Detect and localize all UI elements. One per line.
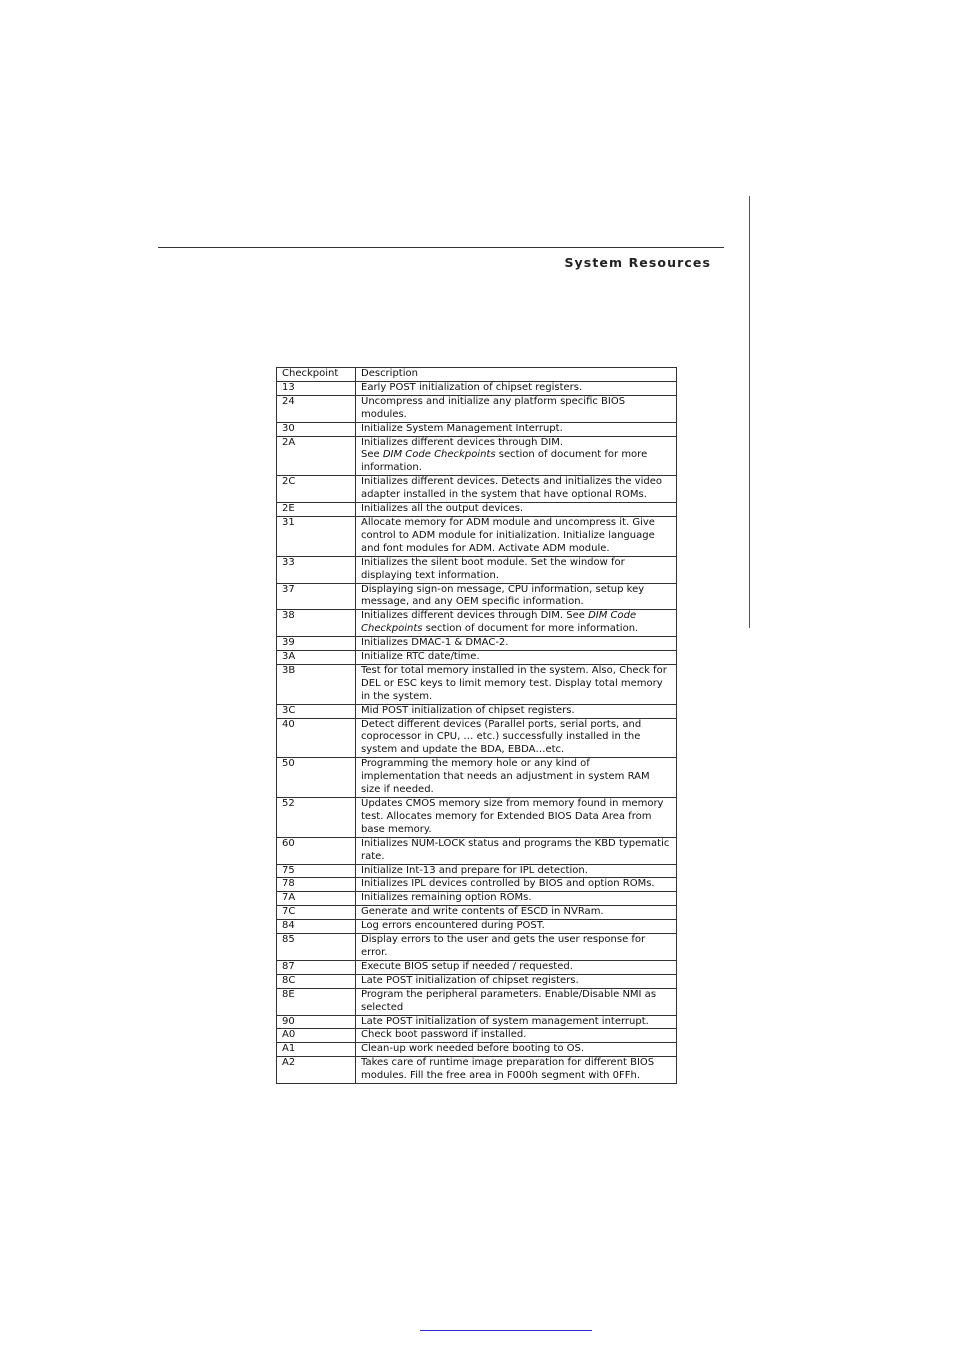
description-text: Late POST initialization of chipset registers. [361,974,579,986]
checkpoint-description [356,637,677,651]
checkpoint-code: 84 [277,920,356,934]
header-rule [158,247,724,248]
description-text: Early POST initialization of chipset registers. [361,381,583,393]
checkpoint-description [356,436,677,476]
column-header-description: Description [356,368,677,382]
checkpoint-description [356,837,677,864]
table-row [277,436,677,476]
checkpoint-code: 7A [277,892,356,906]
table-row [277,583,677,610]
description-text: Programming the memory hole or any kind of implementation that needs an adjustment in system RAM size if needed. [361,758,650,796]
table-row [277,476,677,503]
checkpoint-code: 75 [277,864,356,878]
checkpoint-description [356,892,677,906]
table-row [277,651,677,665]
description-text: Displaying sign-on message, CPU information, setup key message, and any OEM specific information. [361,583,645,608]
checkpoint-code: 2A [277,436,356,476]
checkpoint-description [356,758,677,798]
table-row [277,704,677,718]
description-text: Test for total memory installed in the system. Also, Check for DEL or ESC keys to limit memory test. Display total memory in the system. [361,664,667,702]
description-text: Allocate memory for ADM module and uncompress it. Give control to ADM module for initialization. Initialize language and font modules for ADM. Activate ADM module. [361,516,655,554]
checkpoint-code: A2 [277,1057,356,1084]
checkpoint-code: 3C [277,704,356,718]
table-row [277,1043,677,1057]
checkpoint-code: 60 [277,837,356,864]
checkpoint-code: 24 [277,395,356,422]
table-row [277,610,677,637]
description-text: Log errors encountered during POST. [361,920,545,932]
checkpoint-description [356,381,677,395]
checkpoint-description [356,395,677,422]
checkpoint-description [356,1043,677,1057]
checkpoint-description [356,864,677,878]
description-text: Detect different devices (Parallel ports, serial ports, and coprocessor in CPU, … etc.) successfully installed in the system and update the BDA, EBDA…etc. [361,718,642,756]
checkpoint-code: 52 [277,798,356,838]
checkpoint-description [356,422,677,436]
table-row [277,988,677,1015]
checkpoint-description [356,503,677,517]
table-row [277,637,677,651]
checkpoint-description [356,664,677,704]
checkpoint-code: 40 [277,718,356,758]
checkpoint-code: 13 [277,381,356,395]
checkpoint-description [356,704,677,718]
checkpoint-code: 50 [277,758,356,798]
checkpoint-description [356,718,677,758]
description-text: Initializes IPL devices controlled by BIOS and option ROMs. [361,878,655,890]
description-text: Initialize Int-13 and prepare for IPL detection. [361,864,588,876]
description-text: Initializes all the output devices. [361,503,524,515]
description-text: Check boot password if installed. [361,1029,527,1041]
checkpoint-description [356,798,677,838]
table-row [277,974,677,988]
section-title: System Resources [564,255,711,270]
description-text: Clean-up work needed before booting to OS. [361,1043,585,1055]
description-reference: DIM Code Checkpoints [361,610,637,635]
checkpoint-description [356,960,677,974]
checkpoint-description [356,476,677,503]
checkpoint-description [356,1057,677,1084]
checkpoint-code: 2C [277,476,356,503]
checkpoint-code: 90 [277,1015,356,1029]
table-row [277,934,677,961]
description-text: Uncompress and initialize any platform specific BIOS modules. [361,395,626,420]
checkpoint-code: 2E [277,503,356,517]
table-row [277,920,677,934]
checkpoint-description [356,651,677,665]
table-row [277,1057,677,1084]
description-text: Initializes different devices through DIM. See [361,610,589,622]
table-row [277,664,677,704]
table-row [277,422,677,436]
description-text: Initializes different devices. Detects and initializes the video adapter installed in the system that have optional ROMs. [361,476,663,501]
table-row [277,906,677,920]
checkpoint-code: 31 [277,516,356,556]
footer-link-underline[interactable] [420,1330,592,1331]
description-text: Execute BIOS setup if needed / requested. [361,960,573,972]
checkpoint-description [356,974,677,988]
checkpoint-description [356,556,677,583]
table-row [277,960,677,974]
description-text: Initializes the silent boot module. Set the window for displaying text information. [361,556,625,581]
table-row [277,516,677,556]
description-text: Updates CMOS memory size from memory found in memory test. Allocates memory for Extended BIOS Data Area from base memory. [361,798,664,835]
checkpoint-code: 33 [277,556,356,583]
checkpoint-code: A1 [277,1043,356,1057]
description-text: Takes care of runtime image preparation for different BIOS modules. Fill the free area in F000h segment with 0FFh. [361,1057,655,1082]
description-text: section of document for more information. [361,449,648,474]
column-header-checkpoint: Checkpoint [277,368,356,382]
table-row [277,892,677,906]
checkpoint-code: 87 [277,960,356,974]
table-header-row [277,368,677,382]
table-row [277,758,677,798]
description-text: Program the peripheral parameters. Enable/Disable NMI as selected [361,988,657,1013]
checkpoint-code: 39 [277,637,356,651]
checkpoint-table [276,367,677,1084]
checkpoint-code: 38 [277,610,356,637]
description-text: Display errors to the user and gets the user response for error. [361,934,646,958]
checkpoint-description [356,1029,677,1043]
description-text: section of document for more information. [422,623,639,635]
checkpoint-code: 85 [277,934,356,961]
checkpoint-code: 7C [277,906,356,920]
checkpoint-description [356,906,677,920]
checkpoint-code: 37 [277,583,356,610]
checkpoint-code: 8E [277,988,356,1015]
checkpoint-description [356,988,677,1015]
table-row [277,798,677,838]
checkpoint-description [356,610,677,637]
checkpoint-description [356,516,677,556]
description-text: Initializes different devices through DIM. [361,436,564,448]
table-row [277,1029,677,1043]
description-text: Initialize RTC date/time. [361,651,480,663]
checkpoint-description [356,1015,677,1029]
checkpoint-code: A0 [277,1029,356,1043]
description-text: Initializes remaining option ROMs. [361,892,532,904]
table-row [277,837,677,864]
checkpoint-code: 30 [277,422,356,436]
description-reference: DIM Code Checkpoints [382,449,496,461]
table-body [277,381,677,1083]
table-row [277,1015,677,1029]
margin-rule [749,196,750,628]
table-row [277,878,677,892]
description-text: Mid POST initialization of chipset registers. [361,704,575,716]
description-text: Generate and write contents of ESCD in NVRam. [361,906,604,918]
description-text: Initializes NUM-LOCK status and programs the KBD typematic rate. [361,837,670,862]
checkpoint-code: 3A [277,651,356,665]
table-row [277,381,677,395]
description-text: Initialize System Management Interrupt. [361,422,563,434]
checkpoint-code: 3B [277,664,356,704]
checkpoint-description [356,934,677,961]
description-text: See [361,449,383,461]
description-text: Initializes DMAC-1 & DMAC-2. [361,637,509,649]
checkpoint-description [356,878,677,892]
table-row [277,556,677,583]
checkpoint-code: 78 [277,878,356,892]
description-text: Late POST initialization of system management interrupt. [361,1015,649,1027]
table-row [277,503,677,517]
table-row [277,395,677,422]
checkpoint-description [356,920,677,934]
table-row [277,864,677,878]
table-row [277,718,677,758]
checkpoint-code: 8C [277,974,356,988]
checkpoint-description [356,583,677,610]
